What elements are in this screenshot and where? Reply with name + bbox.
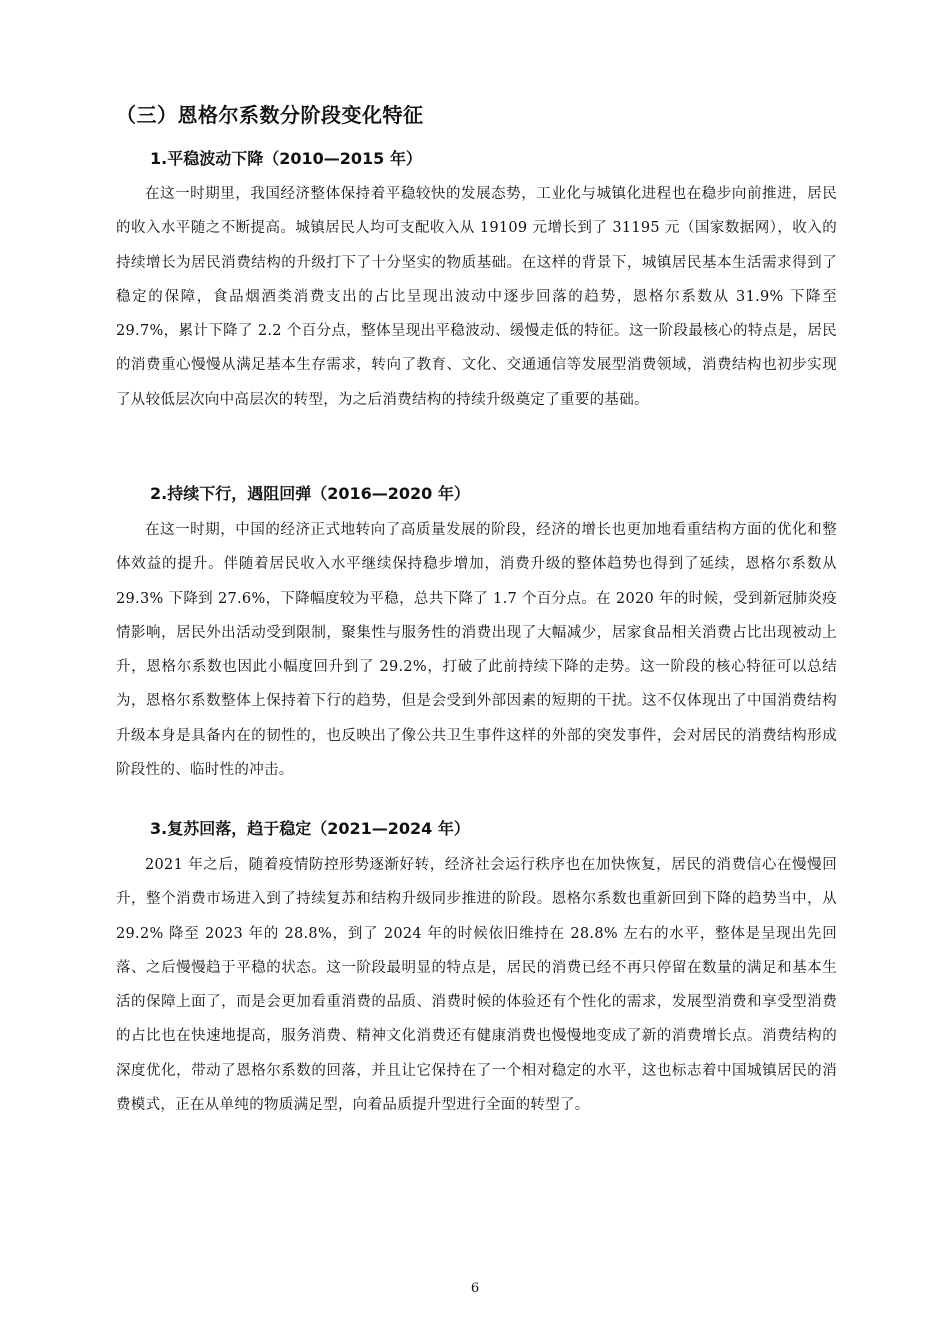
page-number: 6 — [470, 1281, 480, 1296]
subsection-title-3: 3.复苏回落，趋于稳定（2021—2024 年） — [150, 819, 470, 838]
subsection-title-1: 1.平稳波动下降（2010—2015 年） — [150, 149, 422, 168]
subsection-title-2: 2.持续下行，遇阻回弹（2016—2020 年） — [150, 484, 470, 503]
subsection-paragraph-3: 2021 年之后，随着疫情防控形势逐渐好转，经济社会运行秩序也在加快恢复，居民的消费信心在慢慢回升，整个消费市场进入到了持续复苏和结构升级同步推进的阶段。恩格尔系数也重新回到下降的趋势当中，从 29.2% 降至 2023 年的 28.8%，到了 2024 年的时候依旧维持在 28.8% 左右的水平，整体是呈现出先回落、之后慢慢趋于平稳的状态。这一阶段最明显的特点是，居民的消费已经不再只停留在数量的满足和基本生活的保障上面了，而是会更加看重消费的品质、消费时候的体验还有个性化的需求，发展型消费和享受型消费的占比也在快速地提高，服务消费、精神文化消费还有健康消费也慢慢地变成了新的消费增长点。消费结构的深度优化，带动了恩格尔系数的回落，并且让它保持在了一个相对稳定的水平，这也标志着中国城镇居民的消费模式，正在从单纯的物质满足型，向着品质提升型进行全面的转型了。 — [116, 857, 837, 1114]
subsection-paragraph-1: 在这一时期里，我国经济整体保持着平稳较快的发展态势，工业化与城镇化进程也在稳步向前推进，居民的收入水平随之不断提高。城镇居民人均可支配收入从 19109 元增长到了 31195 元（国家数据网），收入的持续增长为居民消费结构的升级打下了十分坚实的物质基础。在这样的背景下，城镇居民基本生活需求得到了稳定的保障，食品烟酒类消费支出的占比呈现出波动中逐步回落的趋势，恩格尔系数从 31.9% 下降至 29.7%，累计下降了 2.2 个百分点，整体呈现出平稳波动、缓慢走低的特征。这一阶段最核心的特点是，居民的消费重心慢慢从满足基本生存需求，转向了教育、文化、交通通信等发展型消费领域，消费结构也初步实现了从较低层次向中高层次的转型，为之后消费结构的持续升级奠定了重要的基础。 — [116, 186, 837, 408]
subsection-paragraph-2: 在这一时期，中国的经济正式地转向了高质量发展的阶段，经济的增长也更加地看重结构方面的优化和整体效益的提升。伴随着居民收入水平继续保持稳步增加，消费升级的整体趋势也得到了延续，恩格尔系数从 29.3% 下降到 27.6%，下降幅度较为平稳，总共下降了 1.7 个百分点。在 2020 年的时候，受到新冠肺炎疫情影响，居民外出活动受到限制，聚集性与服务性的消费出现了大幅减少，居家食品相关消费占比出现被动上升，恩格尔系数也因此小幅度回升到了 29.2%，打破了此前持续下降的走势。这一阶段的核心特征可以总结为，恩格尔系数整体上保持着下行的趋势，但是会受到外部因素的短期的干扰。这不仅体现出了中国消费结构升级本身是具备内在的韧性的，也反映出了像公共卫生事件这样的外部的突发事件，会对居民的消费结构形成阶段性的、临时性的冲击。 — [116, 522, 837, 779]
section-title: （三）恩格尔系数分阶段变化特征 — [116, 103, 424, 127]
